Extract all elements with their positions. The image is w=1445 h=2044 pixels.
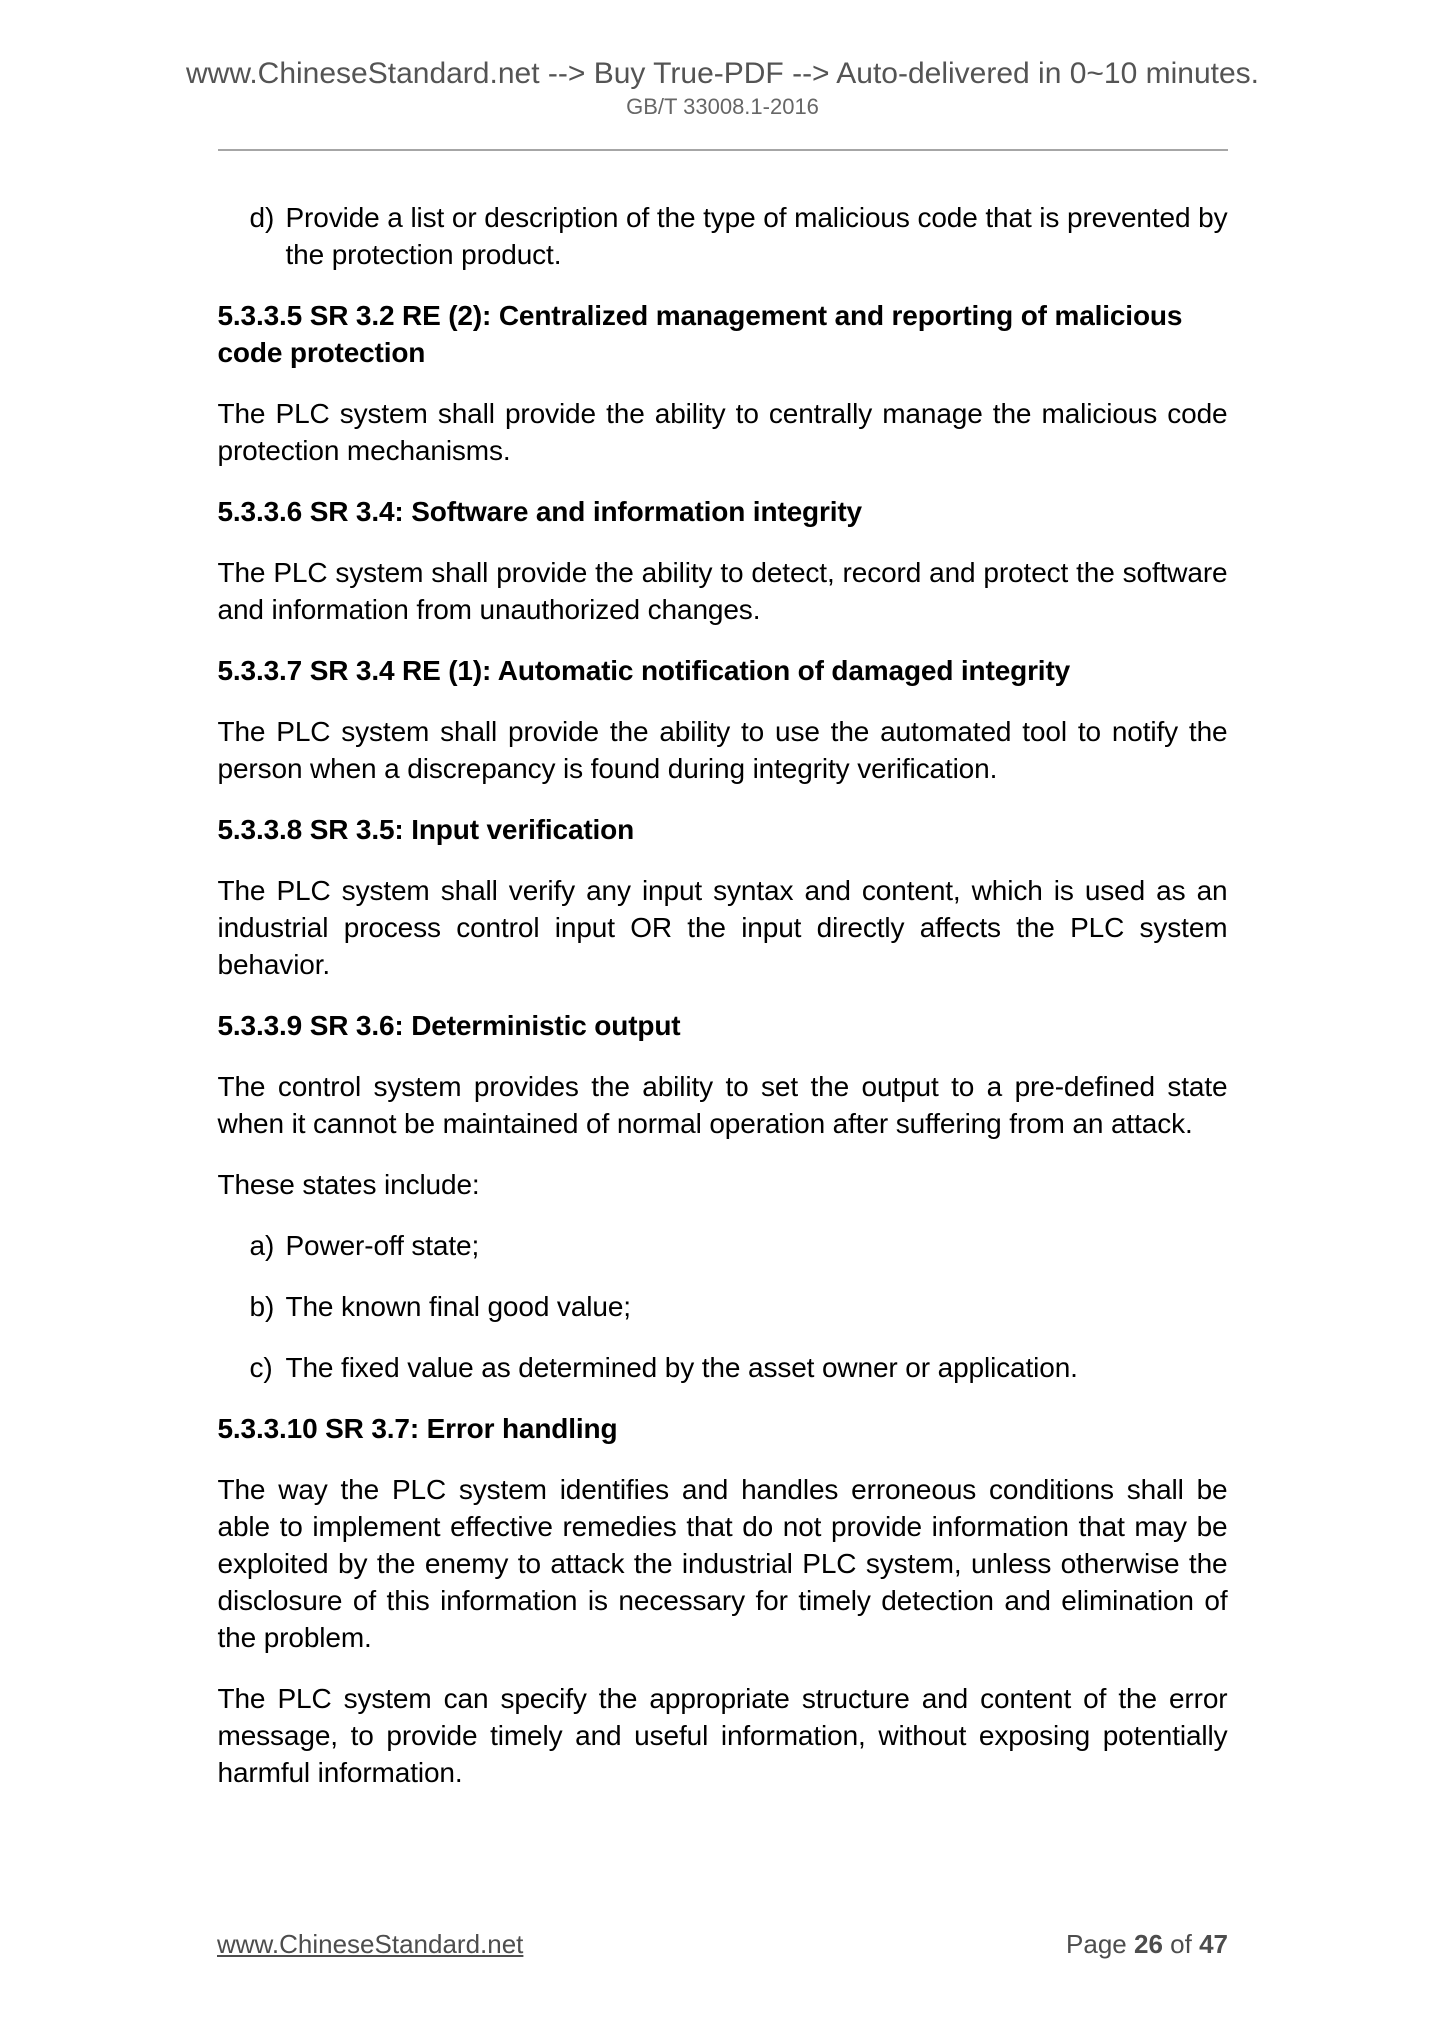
paragraph-5-3-3-10-b: The PLC system can specify the appropriate structure and content of the error message, to provide timely and useful information, without exposing potentially harmful information. bbox=[217, 1683, 1228, 1788]
paragraph-5-3-3-10-a: The way the PLC system identifies and handles erroneous conditions shall be able to implement effective remedies that do not provide information that may be exploited by the enemy to attack the industrial PLC system, unless otherwise the disclosure of this information is necessary for timely detection and elimination of the problem. bbox=[217, 1474, 1228, 1653]
page-label: Page bbox=[1066, 1929, 1127, 1959]
list-item-c bbox=[218, 1349, 1228, 1386]
section-heading-5-3-3-8: 5.3.3.8 SR 3.5: Input verification bbox=[217, 814, 635, 845]
paragraph-states-intro: These states include: bbox=[217, 1169, 480, 1200]
list-item-d-text: Provide a list or description of the type of malicious code that is prevented by the protection product. bbox=[285, 202, 1228, 270]
footer-site-link[interactable]: www.ChineseStandard.net bbox=[217, 1929, 524, 1959]
section-heading-5-3-3-6: 5.3.3.6 SR 3.4: Software and information integrity bbox=[217, 496, 862, 527]
header-doc-number: GB/T 33008.1-2016 bbox=[626, 94, 819, 119]
section-heading-5-3-3-10: 5.3.3.10 SR 3.7: Error handling bbox=[217, 1413, 618, 1444]
page-current: 26 bbox=[1134, 1929, 1163, 1959]
document-body bbox=[218, 199, 1228, 1791]
section-heading-5-3-3-5: 5.3.3.5 SR 3.2 RE (2): Centralized management and reporting of malicious code protection bbox=[217, 300, 1183, 368]
list-marker-d: d) bbox=[249, 202, 275, 233]
list-item-b-text: The known final good value; bbox=[285, 1291, 631, 1322]
page-of-label: of bbox=[1170, 1929, 1192, 1959]
paragraph-5-3-3-9: The control system provides the ability to set the output to a pre-defined state when it cannot be maintained of normal operation after suffering from an attack. bbox=[217, 1071, 1228, 1139]
list-marker-a: a) bbox=[249, 1230, 275, 1261]
page-indicator bbox=[1066, 1928, 1228, 1960]
list-item-d bbox=[218, 199, 1228, 273]
paragraph-5-3-3-7: The PLC system shall provide the ability to use the automated tool to notify the person when a discrepancy is found during integrity verification. bbox=[217, 716, 1228, 784]
header-promo-text: www.ChineseStandard.net --> Buy True-PDF --> Auto-delivered in 0~10 minutes. bbox=[185, 57, 1260, 90]
paragraph-5-3-3-8: The PLC system shall verify any input syntax and content, which is used as an industrial process control input OR the input directly affects the PLC system behavior. bbox=[217, 875, 1228, 980]
page-footer bbox=[217, 1928, 1228, 1960]
page-total: 47 bbox=[1199, 1929, 1228, 1959]
page-header bbox=[0, 0, 1445, 122]
list-item-b bbox=[218, 1288, 1228, 1325]
list-marker-c: c) bbox=[249, 1352, 273, 1383]
list-marker-b: b) bbox=[249, 1291, 275, 1322]
section-heading-5-3-3-7: 5.3.3.7 SR 3.4 RE (1): Automatic notification of damaged integrity bbox=[217, 655, 1071, 686]
section-heading-5-3-3-9: 5.3.3.9 SR 3.6: Deterministic output bbox=[217, 1010, 681, 1041]
paragraph-5-3-3-5: The PLC system shall provide the ability to centrally manage the malicious code protection mechanisms. bbox=[217, 398, 1228, 466]
header-divider bbox=[218, 149, 1228, 151]
list-item-a-text: Power-off state; bbox=[285, 1230, 480, 1261]
paragraph-5-3-3-6: The PLC system shall provide the ability to detect, record and protect the software and information from unauthorized changes. bbox=[217, 557, 1228, 625]
list-item-c-text: The fixed value as determined by the asset owner or application. bbox=[285, 1352, 1078, 1383]
list-item-a bbox=[218, 1227, 1228, 1264]
